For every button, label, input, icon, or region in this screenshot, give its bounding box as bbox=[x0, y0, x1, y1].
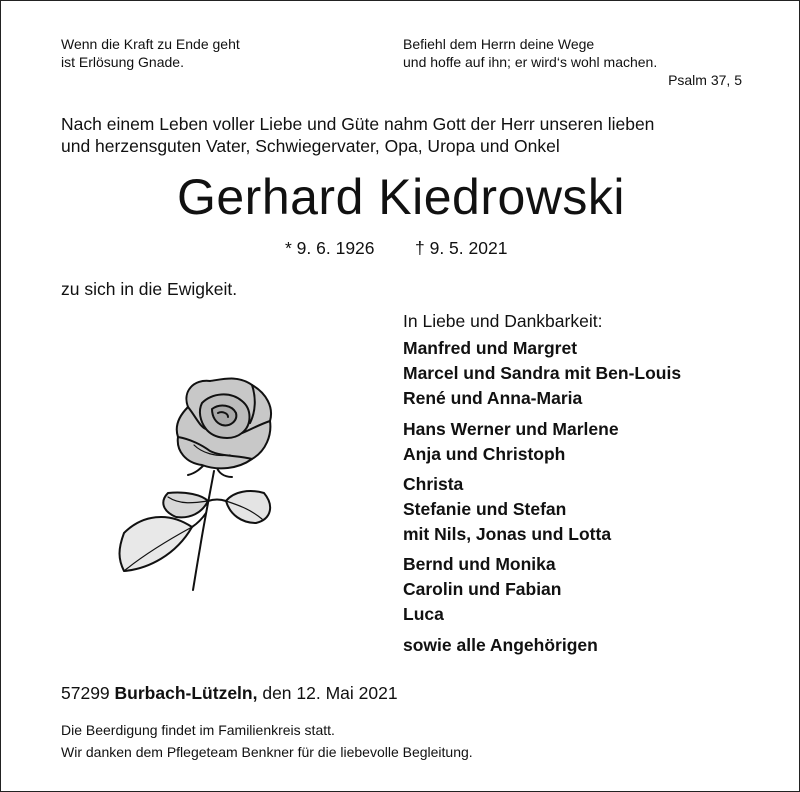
verse-left-line: Wenn die Kraft zu Ende geht bbox=[61, 36, 240, 52]
family-member: Luca bbox=[403, 604, 444, 624]
leaf-stalk-right bbox=[208, 500, 226, 502]
postcode: 57299 bbox=[61, 683, 110, 703]
verse-right bbox=[403, 35, 657, 71]
leaf-left bbox=[120, 517, 193, 571]
birth-date: * 9. 6. 1926 bbox=[285, 238, 375, 258]
family-member: mit Nils, Jonas und Lotta bbox=[403, 524, 612, 544]
verse-reference: Psalm 37, 5 bbox=[668, 72, 742, 88]
death-date: † 9. 5. 2021 bbox=[415, 238, 508, 258]
family-member: Anja und Christoph bbox=[403, 444, 566, 464]
family-member: Hans Werner und Marlene bbox=[403, 419, 619, 439]
place-date-line bbox=[61, 682, 398, 704]
family-member: sowie alle Angehörigen bbox=[403, 635, 598, 655]
family-list bbox=[403, 336, 681, 658]
verse-left bbox=[61, 35, 240, 71]
family-member: Bernd und Monika bbox=[403, 554, 556, 574]
family-member: Marcel und Sandra mit Ben-Louis bbox=[403, 363, 682, 383]
intro-text bbox=[61, 113, 654, 157]
note-line: Wir danken dem Pflegeteam Benkner für die liebevolle Begleitung. bbox=[61, 744, 473, 760]
eternity-line: zu sich in die Ewigkeit. bbox=[61, 279, 238, 299]
leaf-middle bbox=[163, 492, 208, 517]
closing-notes bbox=[61, 719, 473, 763]
family-member: René und Anna-Maria bbox=[403, 388, 583, 408]
rose-illustration bbox=[106, 373, 296, 595]
verse-left-line: ist Erlösung Gnade. bbox=[61, 54, 184, 70]
intro-line: und herzensguten Vater, Schwiegervater, Opa, Uropa und Onkel bbox=[61, 136, 560, 156]
family-member: Stefanie und Stefan bbox=[403, 499, 567, 519]
town: Burbach-Lützeln, bbox=[114, 683, 258, 703]
verse-right-line: und hoffe auf ihn; er wird‘s wohl machen. bbox=[403, 54, 658, 70]
intro-line: Nach einem Leben voller Liebe und Güte nahm Gott der Herr unseren lieben bbox=[61, 114, 655, 134]
gratitude-heading: In Liebe und Dankbarkeit: bbox=[403, 311, 603, 331]
family-member: Carolin und Fabian bbox=[403, 579, 562, 599]
family-member: Christa bbox=[403, 474, 464, 494]
note-line: Die Beerdigung findet im Familienkreis statt. bbox=[61, 722, 335, 738]
deceased-name: Gerhard Kiedrowski bbox=[176, 169, 626, 225]
notice-date: den 12. Mai 2021 bbox=[262, 683, 398, 703]
verse-right-line: Befiehl dem Herrn deine Wege bbox=[403, 36, 595, 52]
family-member: Manfred und Margret bbox=[403, 338, 578, 358]
leaf-right bbox=[226, 491, 270, 523]
rose-stem bbox=[193, 471, 214, 590]
